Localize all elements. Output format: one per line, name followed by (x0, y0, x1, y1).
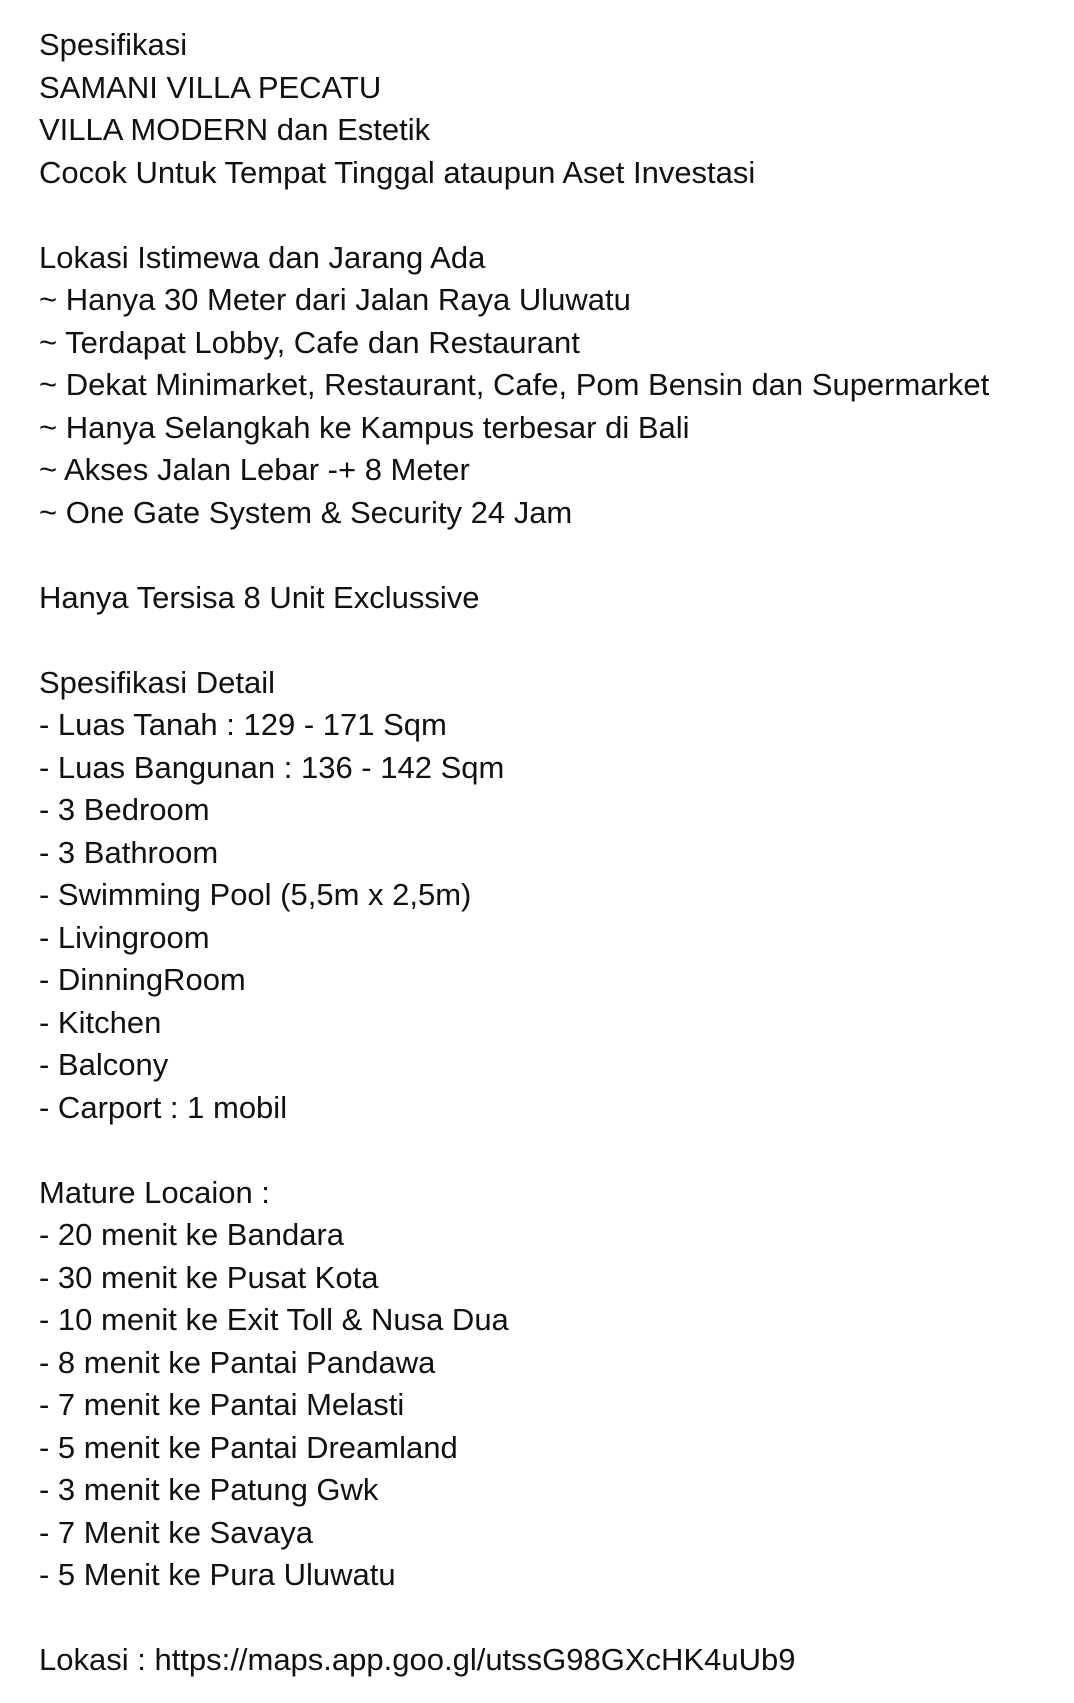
mature-location-heading: Mature Locaion : (39, 1174, 270, 1210)
spec-detail-item: - Swimming Pool (5,5m x 2,5m) (39, 877, 472, 912)
document-body (39, 24, 1059, 1682)
location-features-heading: Lokasi Istimewa dan Jarang Ada (39, 239, 486, 275)
spec-detail-item: - Luas Bangunan : 136 - 142 Sqm (39, 749, 505, 785)
heading-spesifikasi: Spesifikasi (39, 27, 188, 62)
location-feature-item: ~ Akses Jalan Lebar -+ 8 Meter (39, 452, 470, 487)
spec-detail-item: - Kitchen (39, 1004, 162, 1040)
spec-detail-item: - DinningRoom (39, 962, 246, 997)
blank-line (39, 619, 1059, 662)
location-feature-item: ~ Dekat Minimarket, Restaurant, Cafe, Pom Bensin dan Supermarket (39, 367, 990, 402)
spec-detail-heading: Spesifikasi Detail (39, 664, 276, 700)
location-feature-item: ~ Hanya Selangkah ke Kampus terbesar di Bali (39, 409, 690, 445)
spec-detail-item: - Luas Tanah : 129 - 171 Sqm (39, 707, 447, 742)
spec-detail-item: - Balcony (39, 1047, 169, 1082)
mature-location-item: - 3 menit ke Patung Gwk (39, 1472, 379, 1507)
location-feature-item: ~ One Gate System & Security 24 Jam (39, 494, 573, 530)
mature-location-item: - 7 Menit ke Savaya (39, 1514, 313, 1550)
spec-detail-item: - 3 Bathroom (39, 834, 219, 870)
mature-location-item: - 5 menit ke Pantai Dreamland (39, 1429, 458, 1465)
mature-location-item: - 7 menit ke Pantai Melasti (39, 1387, 405, 1422)
map-link: Lokasi : https://maps.app.goo.gl/utssG98GXcHK4uUb9 (39, 1642, 796, 1677)
availability-note: Hanya Tersisa 8 Unit Exclussive (39, 579, 480, 615)
mature-location-item: - 8 menit ke Pantai Pandawa (39, 1344, 436, 1380)
location-feature-item: ~ Terdapat Lobby, Cafe dan Restaurant (39, 324, 580, 360)
blank-line (39, 194, 1059, 237)
villa-name: SAMANI VILLA PECATU (39, 69, 382, 105)
blank-line (39, 1597, 1059, 1640)
spec-detail-item: - Carport : 1 mobil (39, 1089, 288, 1125)
spec-detail-item: - 3 Bedroom (39, 792, 210, 827)
blank-line (39, 1129, 1059, 1172)
mature-location-item: - 20 menit ke Bandara (39, 1217, 345, 1252)
mature-location-item: - 5 Menit ke Pura Uluwatu (39, 1557, 396, 1592)
location-feature-item: ~ Hanya 30 Meter dari Jalan Raya Uluwatu (39, 282, 631, 317)
spec-detail-item: - Livingroom (39, 919, 210, 955)
villa-subtitle: VILLA MODERN dan Estetik (39, 112, 431, 147)
mature-location-item: - 10 menit ke Exit Toll & Nusa Dua (39, 1302, 509, 1337)
blank-line (39, 534, 1059, 577)
mature-location-item: - 30 menit ke Pusat Kota (39, 1259, 379, 1295)
villa-tagline: Cocok Untuk Tempat Tinggal ataupun Aset Investasi (39, 154, 756, 190)
